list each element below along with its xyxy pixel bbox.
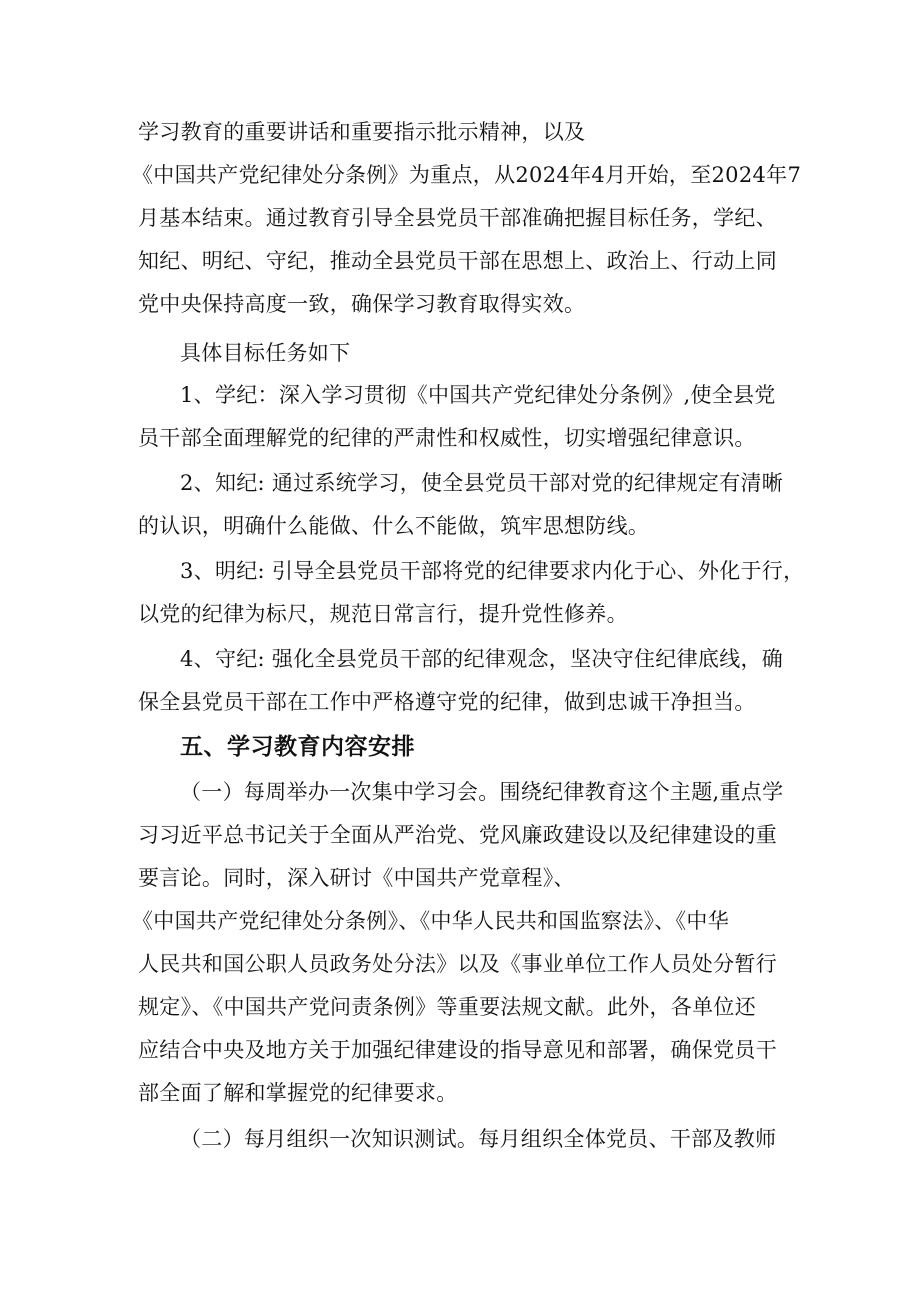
section-item-line: 《中国共产党纪律处分条例》、《中华人民共和国监察法》、《中华 [132, 909, 729, 933]
goals-title: 具体目标任务如下 [180, 341, 351, 365]
section-item-line: 规定》、《中国共产党问责条例》等重要法规文献。此外，各单位还 [138, 995, 756, 1019]
goal-item-line: 4、守纪: 强化全县党员干部的纪律观念，坚决守住纪律底线，确 [180, 647, 784, 671]
intro-line: 月基本结束。通过教育引导全县党员干部准确把握目标任务，学纪、 [138, 206, 777, 230]
intro-line: 知纪、明纪、守纪，推动全县党员干部在思想上、政治上、行动上同 [138, 249, 777, 273]
section-item-line: 要言论。同时，深入研讨《中国共产党章程》、 [138, 866, 575, 890]
goal-item-line: 保全县党员干部在工作中严格遵守党的纪律，做到忠诚干净担当。 [138, 690, 756, 714]
section-item-line: 习习近平总书记关于全面从严治党、党风廉政建设以及纪律建设的重 [138, 823, 777, 847]
section-item-line: （二）每月组织一次知识测试。每月组织全体党员、干部及教师 [180, 1127, 777, 1151]
intro-line: 党中央保持高度一致，确保学习教育取得实效。 [138, 292, 586, 316]
goal-item-line: 2、知纪: 通过系统学习，使全县党员干部对党的纪律规定有清晰 [180, 471, 784, 495]
section-item-line: 人民共和国公职人员政务处分法》以及《事业单位工作人员处分暂行 [138, 952, 777, 976]
intro-line: 学习教育的重要讲话和重要指示批示精神，以及 [138, 120, 586, 144]
section-item-line: 部全面了解和掌握党的纪律要求。 [138, 1081, 458, 1105]
goal-item-line: 的认识，明确什么能做、什么不能做，筑牢思想防线。 [138, 514, 650, 538]
goal-item-line: 员干部全面理解党的纪律的严肃性和权威性，切实增强纪律意识。 [138, 426, 756, 450]
intro-line: 《中国共产党纪律处分条例》为重点，从2024年4月开始，至2024年7 [132, 163, 802, 187]
goal-item-line: 3、明纪: 引导全县党员干部将党的纪律要求内化于心、外化于行， [180, 559, 805, 583]
section-item-line: （一）每周举办一次集中学习会。围绕纪律教育这个主题,重点学 [180, 780, 784, 804]
goal-item-line: 1、学纪：深入学习贯彻《中国共产党纪律处分条例》,使全县党 [180, 383, 776, 407]
section-heading: 五、学习教育内容安排 [180, 734, 415, 760]
goal-item-line: 以党的纪律为标尺，规范日常言行，提升党性修养。 [138, 602, 628, 626]
section-item-line: 应结合中央及地方关于加强纪律建设的指导意见和部署，确保党员干 [138, 1038, 777, 1062]
